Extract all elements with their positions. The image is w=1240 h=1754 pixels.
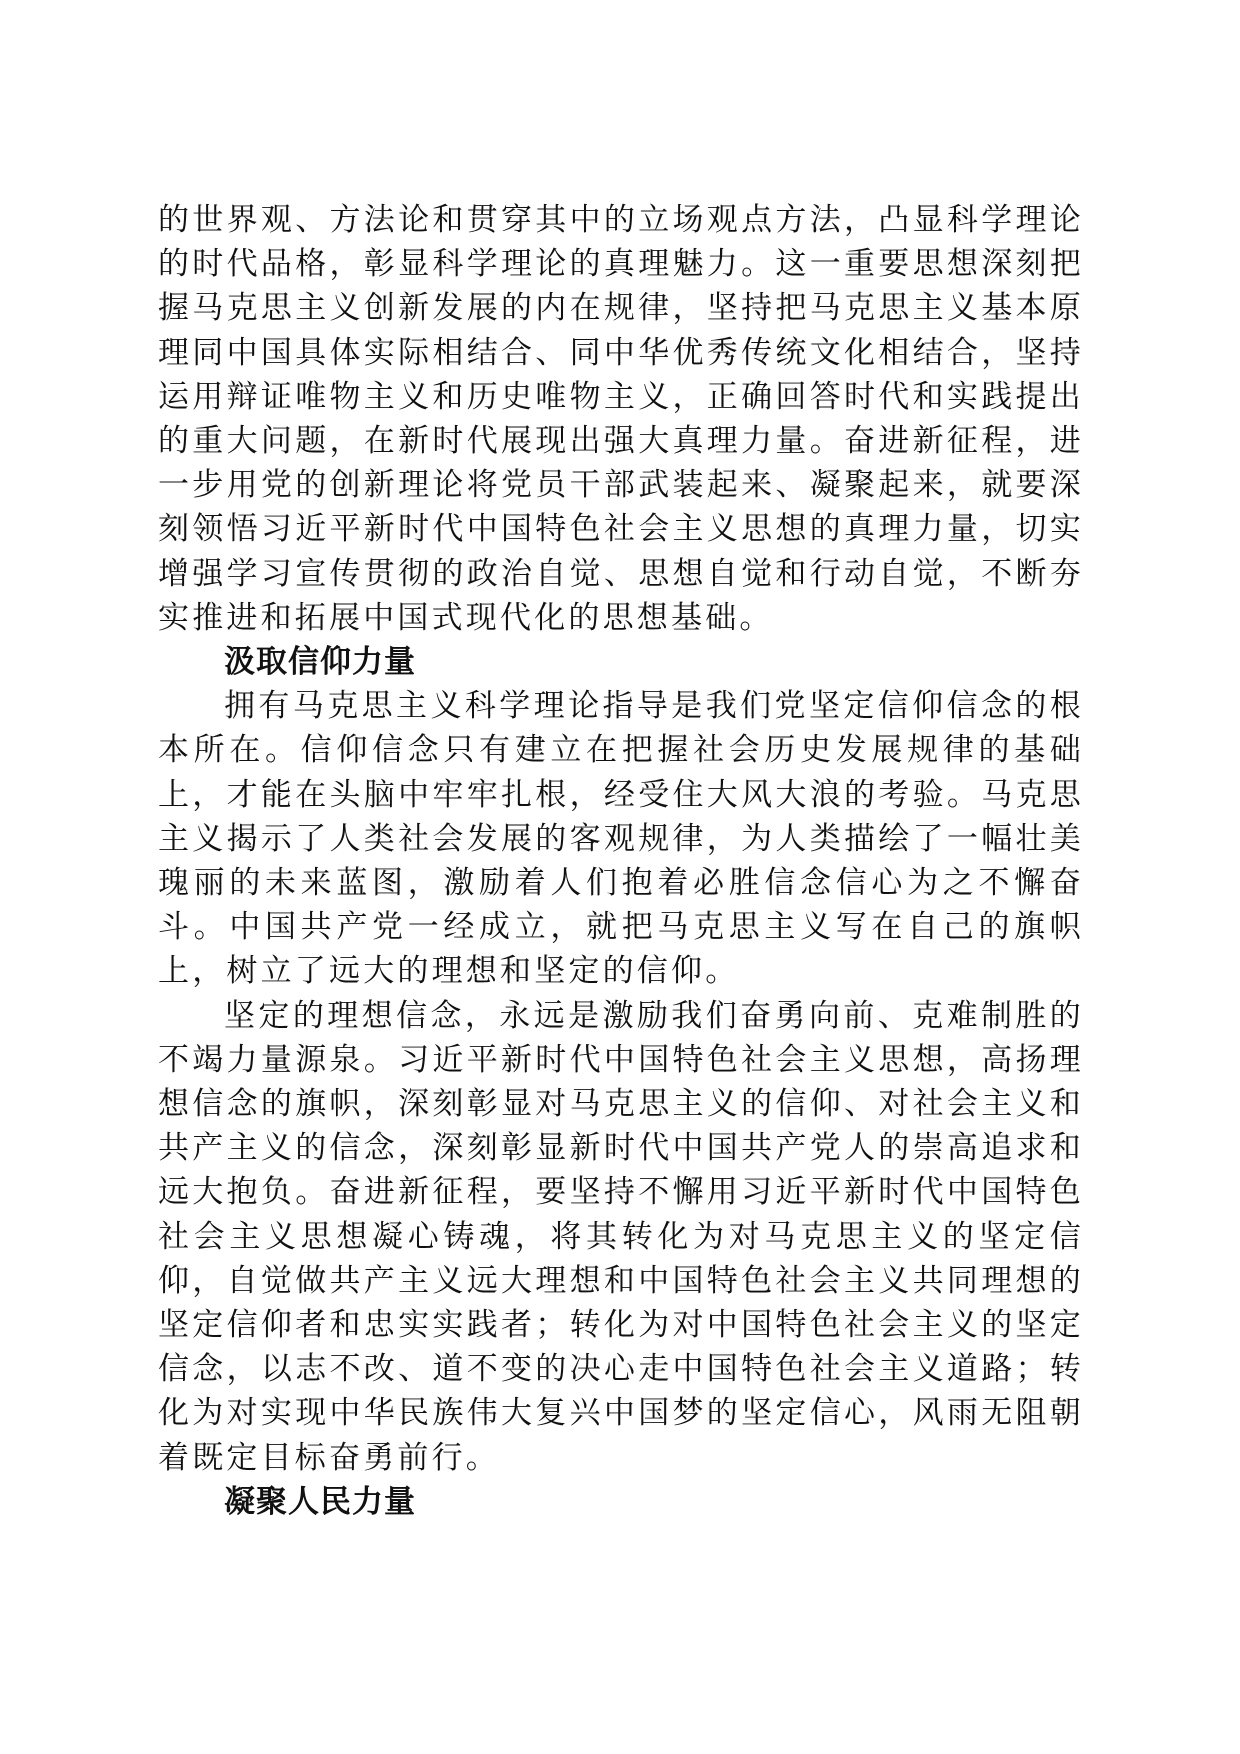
document-body [158,198,1084,1524]
paragraph-faith-2: 坚定的理想信念，永远是激励我们奋勇向前、克难制胜的不竭力量源泉。习近平新时代中国特色社会主义思想，高扬理想信念的旗帜，深刻彰显对马克思主义的信仰、对社会主义和共产主义的信念，深刻彰显新时代中国共产党人的崇高追求和远大抱负。奋进新征程，要坚持不懈用习近平新时代中国特色社会主义思想凝心铸魂，将其转化为对马克思主义的坚定信仰，自觉做共产主义远大理想和中国特色社会主义共同理想的坚定信仰者和忠实实践者；转化为对中国特色社会主义的坚定信念，以志不改、道不变的决心走中国特色社会主义道路；转化为对实现中华民族伟大复兴中国梦的坚定信心，风雨无阻朝着既定目标奋勇前行。 [158,997,1084,1476]
paragraph-faith-1: 拥有马克思主义科学理论指导是我们党坚定信仰信念的根本所在。信仰信念只有建立在把握社会历史发展规律的基础上，才能在头脑中牢牢扎根，经受住大风大浪的考验。马克思主义揭示了人类社会发展的客观规律，为人类描绘了一幅壮美瑰丽的未来蓝图，激励着人们抱着必胜信念信心为之不懈奋斗。中国共产党一经成立，就把马克思主义写在自己的旗帜上，树立了远大的理想和坚定的信仰。 [158,688,1084,990]
paragraph-continued: 的世界观、方法论和贯穿其中的立场观点方法，凸显科学理论的时代品格，彰显科学理论的真理魅力。这一重要思想深刻把握马克思主义创新发展的内在规律，坚持把马克思主义基本原理同中国具体实际相结合、同中华优秀传统文化相结合，坚持运用辩证唯物主义和历史唯物主义，正确回答时代和实践提出的重大问题，在新时代展现出强大真理力量。奋进新征程，进一步用党的创新理论将党员干部武装起来、凝聚起来，就要深刻领悟习近平新时代中国特色社会主义思想的真理力量，切实增强学习宣传贯彻的政治自觉、思想自觉和行动自觉，不断夯实推进和拓展中国式现代化的思想基础。 [158,202,1084,636]
section-heading-faith: 汲取信仰力量 [224,644,416,681]
section-heading-people: 凝聚人民力量 [224,1483,416,1520]
